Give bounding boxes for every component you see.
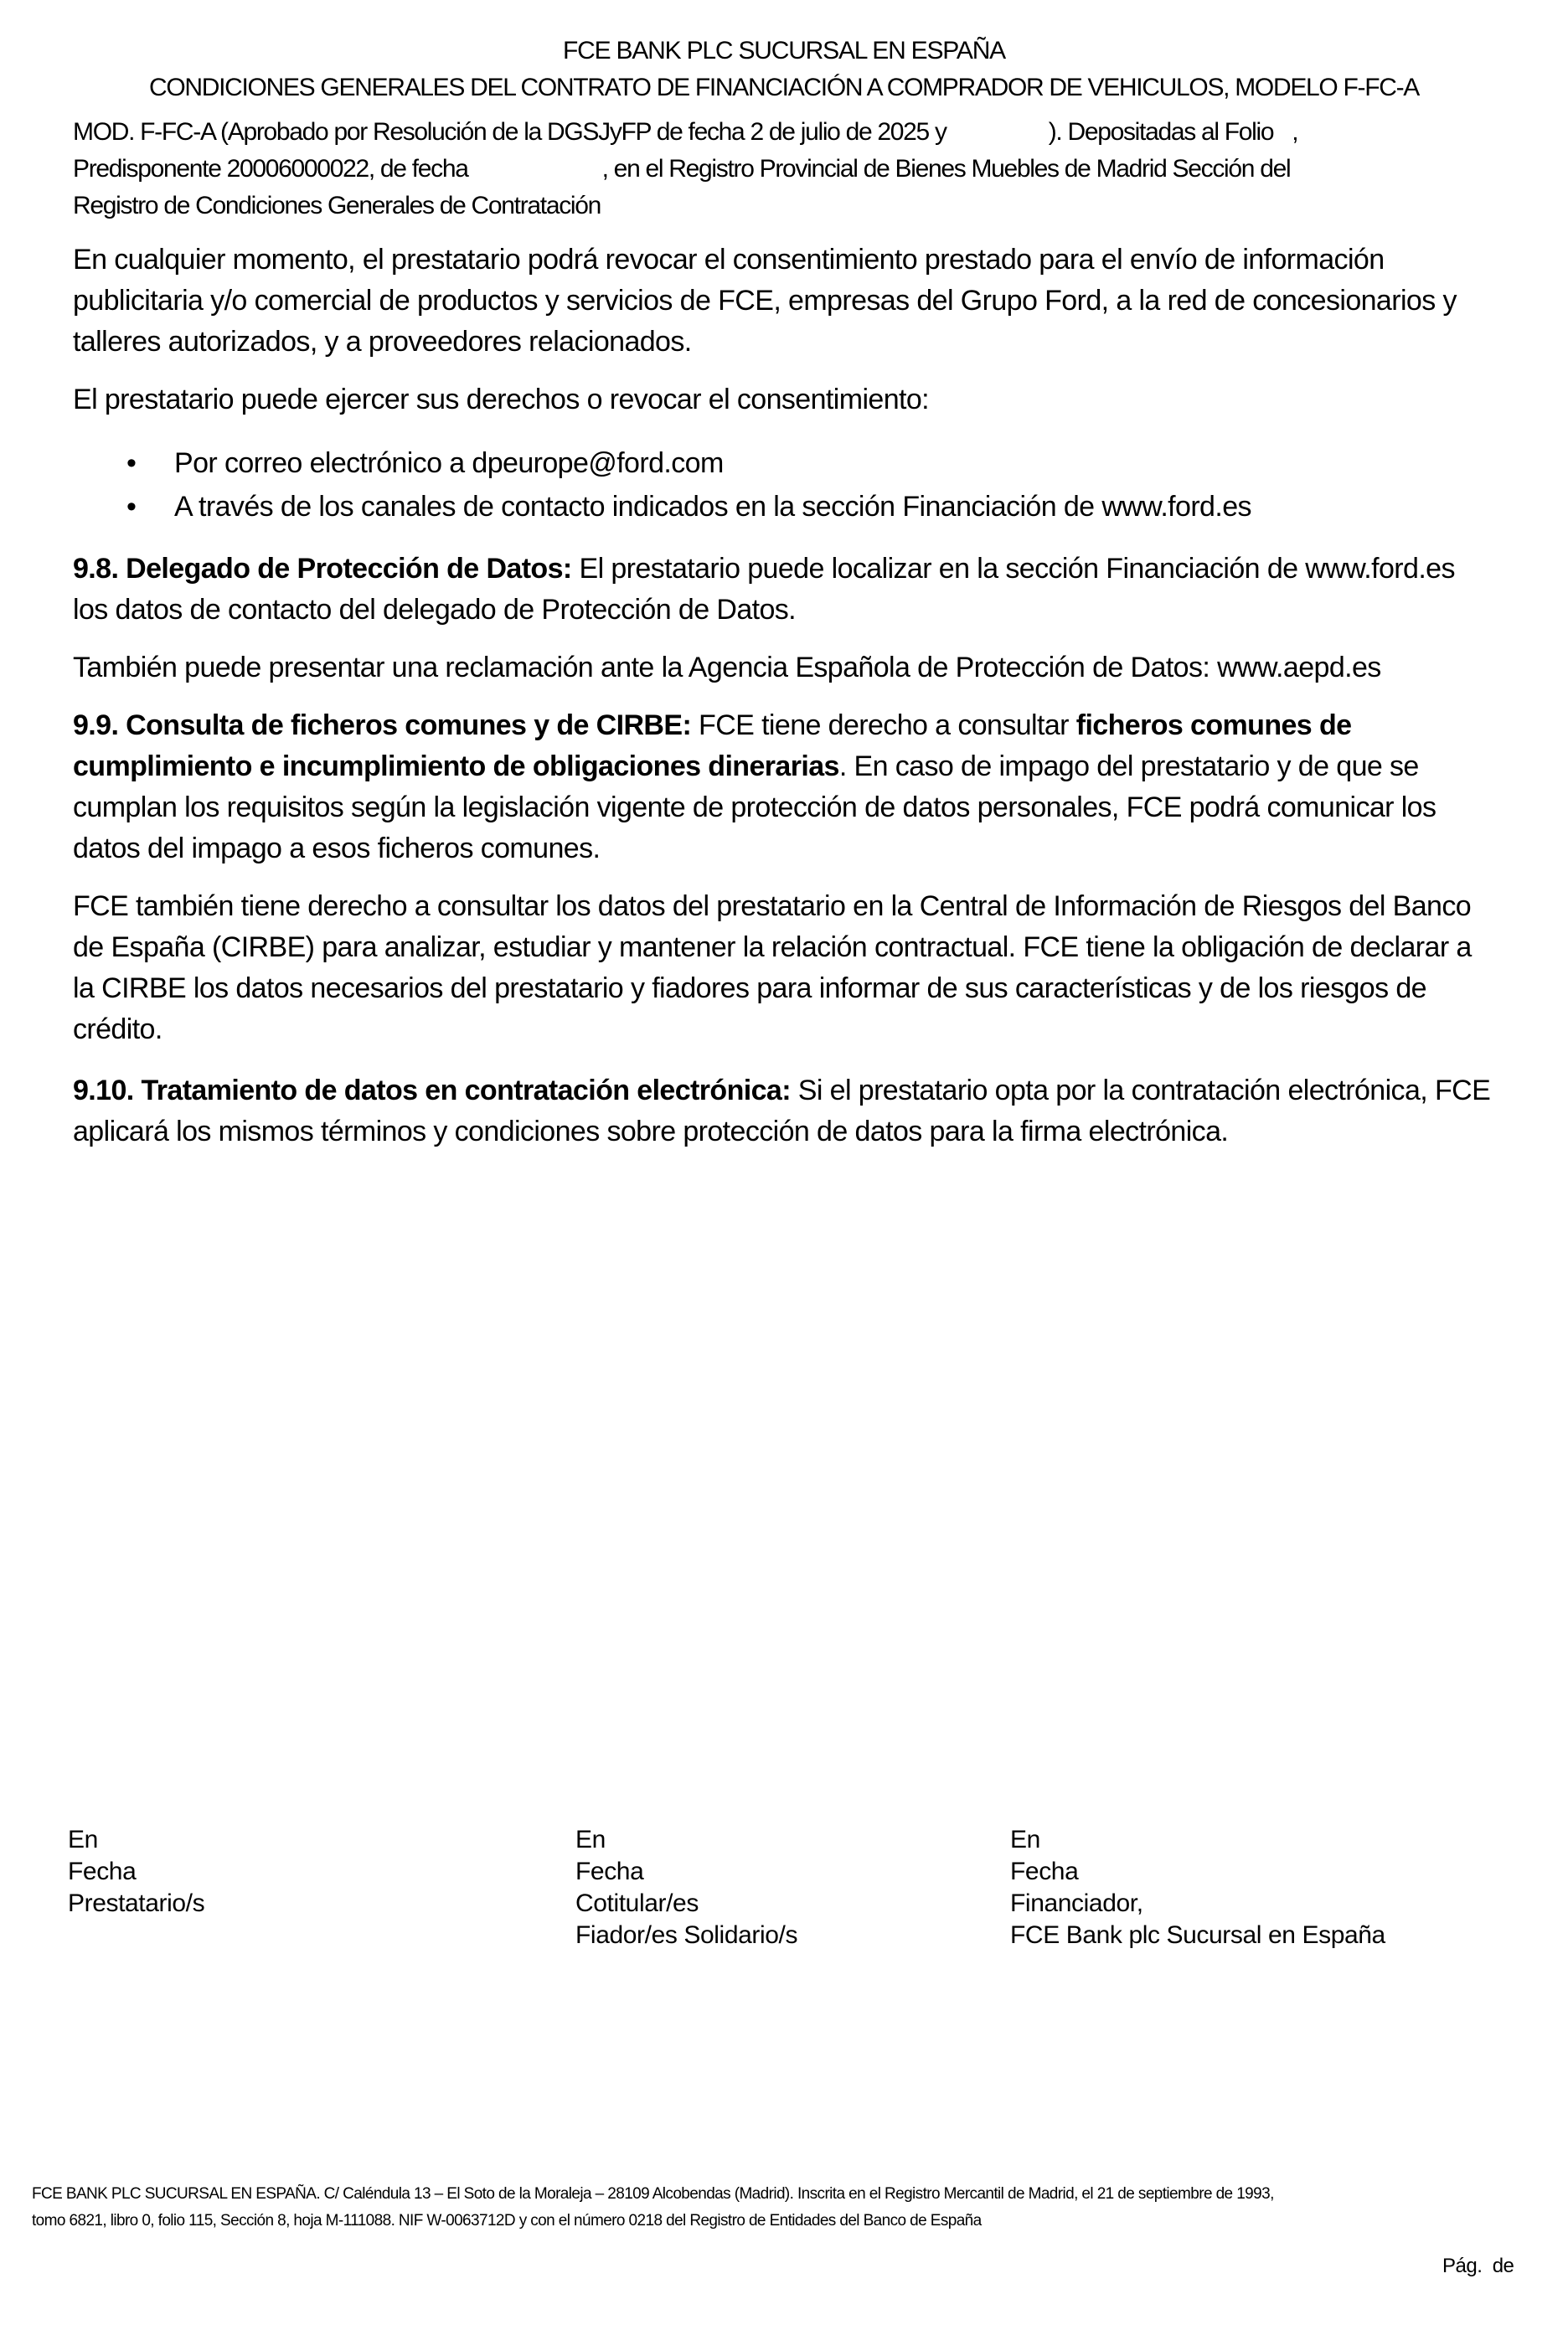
document-title: CONDICIONES GENERALES DEL CONTRATO DE FINANCIACIÓN A COMPRADOR DE VEHICULOS, MODELO F-FC-A xyxy=(148,74,1419,101)
registration-text: , en el Registro Provincial de Bienes Muebles de Madrid Sección del xyxy=(601,155,1291,183)
section-9-8-text: El prestatario puede localizar en la sección Financiación de www.ford.es los datos de contacto del delegado de Protección de Datos. xyxy=(73,553,1455,626)
signature-block-borrower xyxy=(68,1824,204,1920)
signature-block-financier xyxy=(1010,1824,1385,1951)
bullet-icon: • xyxy=(126,447,137,479)
signature-role: Prestatario/s xyxy=(68,1889,205,1917)
signature-date: Fecha xyxy=(1010,1858,1079,1885)
signature-date: Fecha xyxy=(575,1858,644,1885)
section-9-10 xyxy=(73,1070,1497,1152)
registration-info xyxy=(73,114,1497,224)
section-9-8 xyxy=(73,549,1497,631)
signature-place: En xyxy=(575,1826,606,1853)
bullet-icon: • xyxy=(126,491,137,523)
registration-text: MOD. F-FC-A (Aprobado por Resolución de la DGSJyFP de fecha 2 de julio de 2025 y xyxy=(73,118,946,146)
footer-line-1: FCE BANK PLC SUCURSAL EN ESPAÑA. C/ Caléndula 13 – El Soto de la Moraleja – 28109 Alcobendas (Madrid). Inscrita en el Registro Mercantil de Madrid, el 21 de septiembre de 1993, xyxy=(32,2185,1274,2203)
revocation-paragraph: En cualquier momento, el prestatario podrá revocar el consentimiento prestado para el envío de información publicitaria y/o comercial de productos y servicios de FCE, empresas del Grupo Ford, a la red de concesionarios y talleres autorizados, y a proveedores relacionados. xyxy=(73,244,1457,358)
registration-line-2 xyxy=(73,151,1497,188)
document-body xyxy=(73,240,1497,1152)
cirbe-paragraph: FCE también tiene derecho a consultar los datos del prestatario en la Central de Información de Riesgos del Banco de España (CIRBE) para analizar, estudiar y mantener la relación contractual. FCE tiene la obligación de declarar a la CIRBE los datos necesarios del prestatario y fiadores para informar de sus características y de los riesgos de crédito. xyxy=(73,890,1472,1045)
rights-intro: El prestatario puede ejercer sus derechos o revocar el consentimiento: xyxy=(73,384,930,415)
section-9-9-heading: 9.9. Consulta de ficheros comunes y de CIRBE: xyxy=(73,709,692,741)
company-header: FCE BANK PLC SUCURSAL EN ESPAÑA xyxy=(563,37,1005,64)
registration-text: Predisponente 20006000022, de fecha xyxy=(73,155,468,183)
registration-text: , xyxy=(1292,118,1298,146)
signature-role: Financiador, xyxy=(1010,1889,1143,1917)
signature-date: Fecha xyxy=(68,1858,137,1885)
section-9-10-text: Si el prestatario opta por la contratación electrónica, FCE aplicará los mismos términos y condiciones sobre protección de datos para la firma electrónica. xyxy=(73,1075,1491,1147)
aepd-complaint: También puede presentar una reclamación ante la Agencia Española de Protección de Datos: www.aepd.es xyxy=(73,652,1381,683)
signature-role: Cotitular/es xyxy=(575,1889,699,1917)
legal-footer xyxy=(32,2181,1540,2235)
registration-line-1 xyxy=(73,114,1497,151)
footer-line-2: tomo 6821, libro 0, folio 115, Sección 8, hoja M-111088. NIF W-0063712D y con el número 0218 del Registro de Entidades del Banco de España xyxy=(32,2212,982,2230)
rights-channel-item xyxy=(73,485,1497,528)
signature-role: FCE Bank plc Sucursal en España xyxy=(1010,1921,1385,1949)
section-9-8-heading: 9.8. Delegado de Protección de Datos: xyxy=(73,553,572,585)
rights-channel-text: A través de los canales de contacto indicados en la sección Financiación de www.ford.es xyxy=(174,491,1251,523)
signature-block-cotitular xyxy=(575,1824,797,1951)
registration-line-3: Registro de Condiciones Generales de Contratación xyxy=(73,192,601,219)
rights-channel-list xyxy=(73,441,1497,528)
signature-place: En xyxy=(1010,1826,1040,1853)
signature-role: Fiador/es Solidario/s xyxy=(575,1921,798,1949)
section-9-10-heading: 9.10. Tratamiento de datos en contratación electrónica: xyxy=(73,1075,791,1106)
page-number: Pág. de xyxy=(1442,2255,1514,2277)
section-9-9-text: . En caso de impago del prestatario y de que se cumplan los requisitos según la legislación vigente de protección de datos personales, FCE podrá comunicar los datos del impago a esos ficheros comunes. xyxy=(73,750,1436,864)
rights-channel-item xyxy=(73,441,1497,485)
signature-place: En xyxy=(68,1826,98,1853)
section-9-9 xyxy=(73,705,1497,869)
rights-channel-text: Por correo electrónico a dpeurope@ford.com xyxy=(174,447,724,479)
registration-text: ). Depositadas al Folio xyxy=(1048,118,1274,146)
section-9-9-text: FCE tiene derecho a consultar xyxy=(691,709,1076,741)
section-9-9-emphasis: ficheros comunes de cumplimiento e incumplimiento de obligaciones dinerarias xyxy=(73,709,1352,782)
